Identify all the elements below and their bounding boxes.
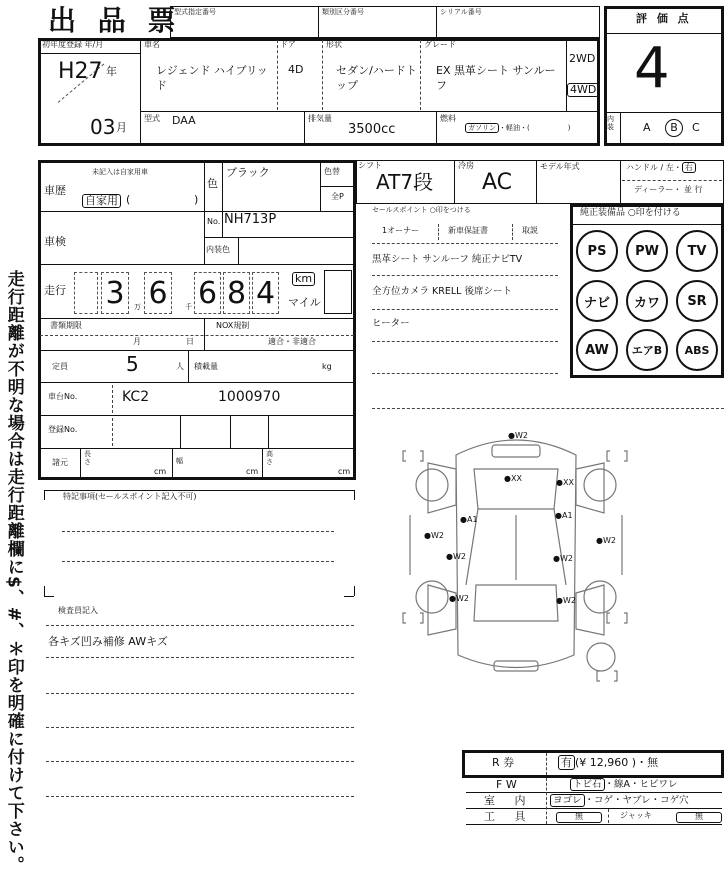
- damage-mark-l-pillar: ●A1: [460, 515, 478, 524]
- color-label: 色: [207, 177, 218, 190]
- damage-mark-hood-label: XX: [510, 474, 522, 483]
- drive-4wd: 4WD: [567, 83, 599, 97]
- damage-mark-l-side: ●W2: [424, 531, 444, 540]
- header-codes-box: [170, 6, 600, 38]
- dim-length: 長さ: [84, 450, 91, 466]
- fuel-selected: ガソリン: [465, 123, 499, 133]
- equip-pw: PW: [626, 230, 668, 272]
- damage-mark-r-rear: ●W2: [556, 596, 576, 605]
- history-paren-open: (: [126, 193, 131, 206]
- side-note: 走行距離が不明な場合は走行距離欄に$、#、＊印を明確に付けて下さい。: [3, 270, 24, 874]
- shape-value: セダン/ハードトップ: [336, 64, 417, 92]
- history-paren-close: ): [194, 193, 199, 206]
- damage-mark-r-side: ●W2: [596, 536, 616, 545]
- mileage-digit-1: [74, 272, 98, 314]
- damage-mark-l-pillar-label: A1: [466, 515, 478, 524]
- mileage-digit-6: 4: [252, 272, 279, 314]
- year-label: 初年度登録 年/月: [42, 40, 104, 49]
- door-label: ドア: [280, 40, 296, 49]
- sales-line-3: ヒーター: [372, 318, 410, 329]
- sales-manual: 取説: [522, 226, 538, 235]
- chassis-number: 1000970: [218, 389, 281, 405]
- chassis-label: 車台No.: [48, 392, 78, 401]
- fuel-options: [465, 125, 570, 133]
- handle-text: ハンドル / 左・: [626, 163, 682, 172]
- handle-label: [626, 164, 696, 173]
- dim-height: 高さ: [266, 450, 273, 466]
- interior-cond-rest: ・コゲ・ヤブレ・コゲ穴: [584, 795, 689, 806]
- interior-a: A: [643, 121, 651, 134]
- month-value: 03: [90, 115, 116, 139]
- form-title: 出 品 票: [48, 4, 182, 37]
- mileage-digit-4: 6: [194, 272, 221, 314]
- year-value: H27: [58, 59, 103, 84]
- fuel-rest: ・軽油・(: [499, 124, 530, 132]
- interior-cond-label: 室 内: [484, 794, 534, 807]
- equip-airbag: エアB: [626, 329, 668, 371]
- damage-mark-l-door: ●W2: [446, 552, 466, 561]
- grade-value: EX 黒革シート サンルーフ: [436, 64, 556, 92]
- interior-cond-info: [550, 796, 689, 806]
- damage-mark-front-label: W2: [514, 431, 528, 440]
- dims-label: 諸元: [52, 458, 68, 467]
- damage-mark-l-rear: ●W2: [449, 594, 469, 603]
- car-damage-diagram: [396, 425, 636, 695]
- category-label: 類別区分番号: [322, 8, 364, 16]
- damage-mark-r-door: ●W2: [553, 554, 573, 563]
- ac-value: AC: [482, 170, 513, 195]
- serial-label: シリアル番号: [440, 8, 482, 16]
- fw-label: F W: [496, 778, 517, 791]
- history-label: 車歴: [44, 184, 66, 197]
- docs-month: 月: [133, 337, 141, 346]
- all-p: 全P: [331, 192, 344, 201]
- equip-abs: ABS: [676, 329, 718, 371]
- unit-km: km: [292, 272, 315, 286]
- unregistered-note: 未記入は自家用車: [92, 168, 148, 176]
- fuel-label: 燃料: [440, 114, 456, 123]
- nox-label: NOX規制: [216, 321, 250, 330]
- unit-sen: 千: [185, 303, 192, 311]
- chassis-prefix: KC2: [122, 389, 150, 405]
- shape-label: 形状: [326, 40, 342, 49]
- unit-man: 万: [134, 303, 141, 311]
- equip-leather: カワ: [626, 280, 668, 322]
- color-change-label: 色替: [324, 167, 340, 176]
- displacement-value: 3500cc: [348, 122, 396, 137]
- color-no-label: No.: [207, 217, 221, 226]
- year-unit: 年: [106, 65, 117, 78]
- recycle-value: 有: [558, 755, 575, 770]
- load-label: 積載量: [194, 362, 218, 371]
- damage-mark-l-side-label: W2: [430, 531, 444, 540]
- model-value: DAA: [172, 114, 196, 127]
- damage-mark-l-door-label: W2: [452, 552, 466, 561]
- interior-c: C: [692, 121, 700, 134]
- docs-day: 日: [186, 337, 194, 346]
- equip-navi: ナビ: [576, 280, 618, 322]
- sales-line-1: 黒革シート サンルーフ 純正ナビTV: [372, 254, 523, 265]
- mileage-digit-2: 3: [101, 272, 129, 314]
- nox-options: 適合・非適合: [268, 337, 316, 346]
- displacement-label: 排気量: [308, 114, 332, 123]
- tools-value: 無: [556, 812, 602, 823]
- equipment-label: 純正装備品 ○印を付ける: [580, 208, 681, 218]
- inspection-label: 車検: [44, 235, 66, 248]
- sales-warranty: 新車保証書: [448, 226, 488, 235]
- fw-info: [570, 780, 678, 790]
- damage-mark-hood: ●XX: [504, 474, 522, 483]
- shift-value: AT7段: [376, 170, 434, 194]
- damage-mark-front: ●W2: [508, 431, 528, 440]
- mileage-digit-5: 8: [223, 272, 250, 314]
- damage-mark-r-rear-label: W2: [562, 596, 576, 605]
- sales-one-owner: 1オーナー: [382, 226, 420, 235]
- kg-unit: kg: [322, 362, 332, 371]
- recycle-info: [558, 757, 658, 769]
- interior-color-label: 内装色: [206, 245, 230, 254]
- damage-mark-r-door-label: W2: [559, 554, 573, 563]
- mileage-digit-3: 6: [144, 272, 172, 314]
- tools-label: 工 具: [484, 810, 534, 823]
- damage-mark-r-side-label: W2: [602, 536, 616, 545]
- month-unit: 月: [116, 121, 127, 134]
- docs-label: 書類期限: [50, 321, 82, 330]
- model-label: 型式: [144, 114, 160, 123]
- dealer-label: ディーラー・ 並 行: [634, 185, 703, 194]
- recycle-label: R 券: [492, 756, 515, 769]
- door-value: 4D: [288, 63, 304, 76]
- rating-score: 4: [634, 36, 670, 101]
- damage-mark-fr-fender-label: XX: [562, 478, 574, 487]
- dim-length-cm: cm: [154, 467, 167, 476]
- color-value: ブラック: [226, 166, 270, 179]
- inspector-label: 検査員記入: [58, 606, 98, 615]
- model-year-label: モデル年式: [540, 162, 580, 171]
- fw-rest: ・線A・ヒビワレ: [604, 779, 678, 790]
- equip-sr: SR: [676, 280, 718, 322]
- equip-tv: TV: [676, 230, 718, 272]
- car-name-label: 車名: [144, 40, 160, 49]
- color-no: NH713P: [224, 212, 277, 227]
- sales-line-2: 全方位カメラ KRELL 後席シート: [372, 286, 512, 297]
- car-name: レジェンド ハイブリッド: [156, 64, 268, 92]
- rating-label: 評 価 点: [636, 12, 692, 25]
- unit-mile: マイル: [288, 296, 321, 309]
- damage-mark-r-pillar: ●A1: [555, 511, 573, 520]
- model-code-label: 型式指定番号: [174, 8, 216, 16]
- equip-ps: PS: [576, 230, 618, 272]
- fw-value: トビ石: [570, 778, 605, 791]
- equip-aw: AW: [576, 329, 618, 371]
- jack-value: 無: [676, 812, 722, 823]
- handle-right: 右: [682, 162, 696, 173]
- shift-label: シフト: [358, 161, 382, 170]
- jack-label: ジャッキ: [620, 811, 652, 820]
- ac-label: 冷房: [458, 161, 474, 170]
- interior-rating-label: 内装: [607, 115, 614, 131]
- damage-mark-r-pillar-label: A1: [561, 511, 573, 520]
- dim-width-cm: cm: [246, 467, 259, 476]
- capacity-value: 5: [126, 352, 139, 376]
- interior-b: B: [665, 119, 683, 137]
- dim-width: 幅: [176, 457, 183, 465]
- grade-label: グレード: [424, 40, 456, 49]
- capacity-label: 定員: [52, 362, 68, 371]
- drive-2wd: 2WD: [569, 52, 596, 65]
- mileage-label: 走行: [44, 284, 66, 297]
- fuel-close: ): [567, 124, 571, 132]
- reg-label: 登録No.: [48, 425, 78, 434]
- special-label: 特記事項(セールスポイント記入不可): [60, 493, 200, 502]
- mileage-note-box: [324, 270, 352, 314]
- sales-label: セールスポイント ○印をつける: [372, 206, 471, 214]
- dim-height-cm: cm: [338, 467, 351, 476]
- interior-cond-value: ヨゴレ: [550, 794, 585, 807]
- history-value: 自家用: [82, 194, 121, 208]
- damage-mark-l-rear-label: W2: [455, 594, 469, 603]
- recycle-amount: (¥ 12,960 )・無: [575, 756, 659, 769]
- special-box: [44, 490, 354, 596]
- person-unit: 人: [176, 362, 184, 371]
- inspector-note: 各キズ凹み補修 AWキズ: [48, 635, 168, 648]
- damage-mark-fr-fender: ●XX: [556, 478, 574, 487]
